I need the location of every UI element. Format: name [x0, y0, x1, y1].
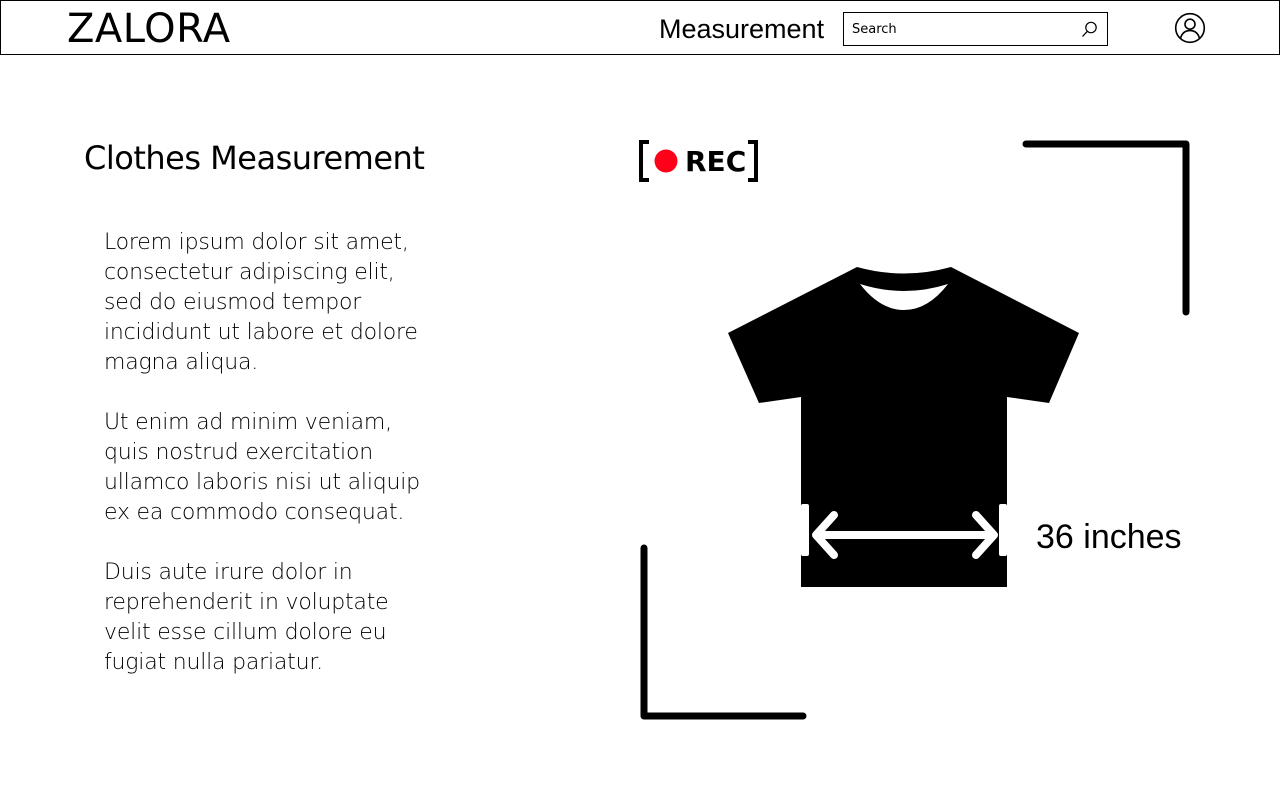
page-heading: Clothes Measurement [84, 139, 425, 177]
user-avatar-icon[interactable] [1174, 12, 1206, 44]
tshirt-icon [728, 266, 1080, 588]
top-navigation-bar [0, 0, 1280, 55]
paragraph-3: Duis aute irure dolor in reprehenderit in voluptate velit esse cillum dolore eu fugiat nulla pariatur. [104, 560, 389, 675]
rec-indicator [638, 140, 762, 184]
search-box[interactable] [843, 12, 1108, 46]
paragraph-1: Lorem ipsum dolor sit amet, consectetur adipiscing elit, sed do eiusmod tempor incididunt ut labore et dolore magna aliqua. [104, 230, 418, 375]
rec-dot-icon [655, 150, 678, 173]
description-text [104, 228, 434, 708]
measurement-value: 36 inches [1036, 518, 1182, 556]
brand-logo[interactable]: ZALORA [67, 6, 231, 52]
paragraph-2: Ut enim ad minim veniam, quis nostrud exercitation ullamco laboris nisi ut aliquip ex ea commodo consequat. [104, 410, 420, 525]
nav-page-title[interactable]: Measurement [659, 14, 825, 44]
search-input[interactable] [844, 13, 1074, 45]
search-icon[interactable] [1081, 20, 1099, 38]
rec-label: REC [685, 145, 747, 178]
